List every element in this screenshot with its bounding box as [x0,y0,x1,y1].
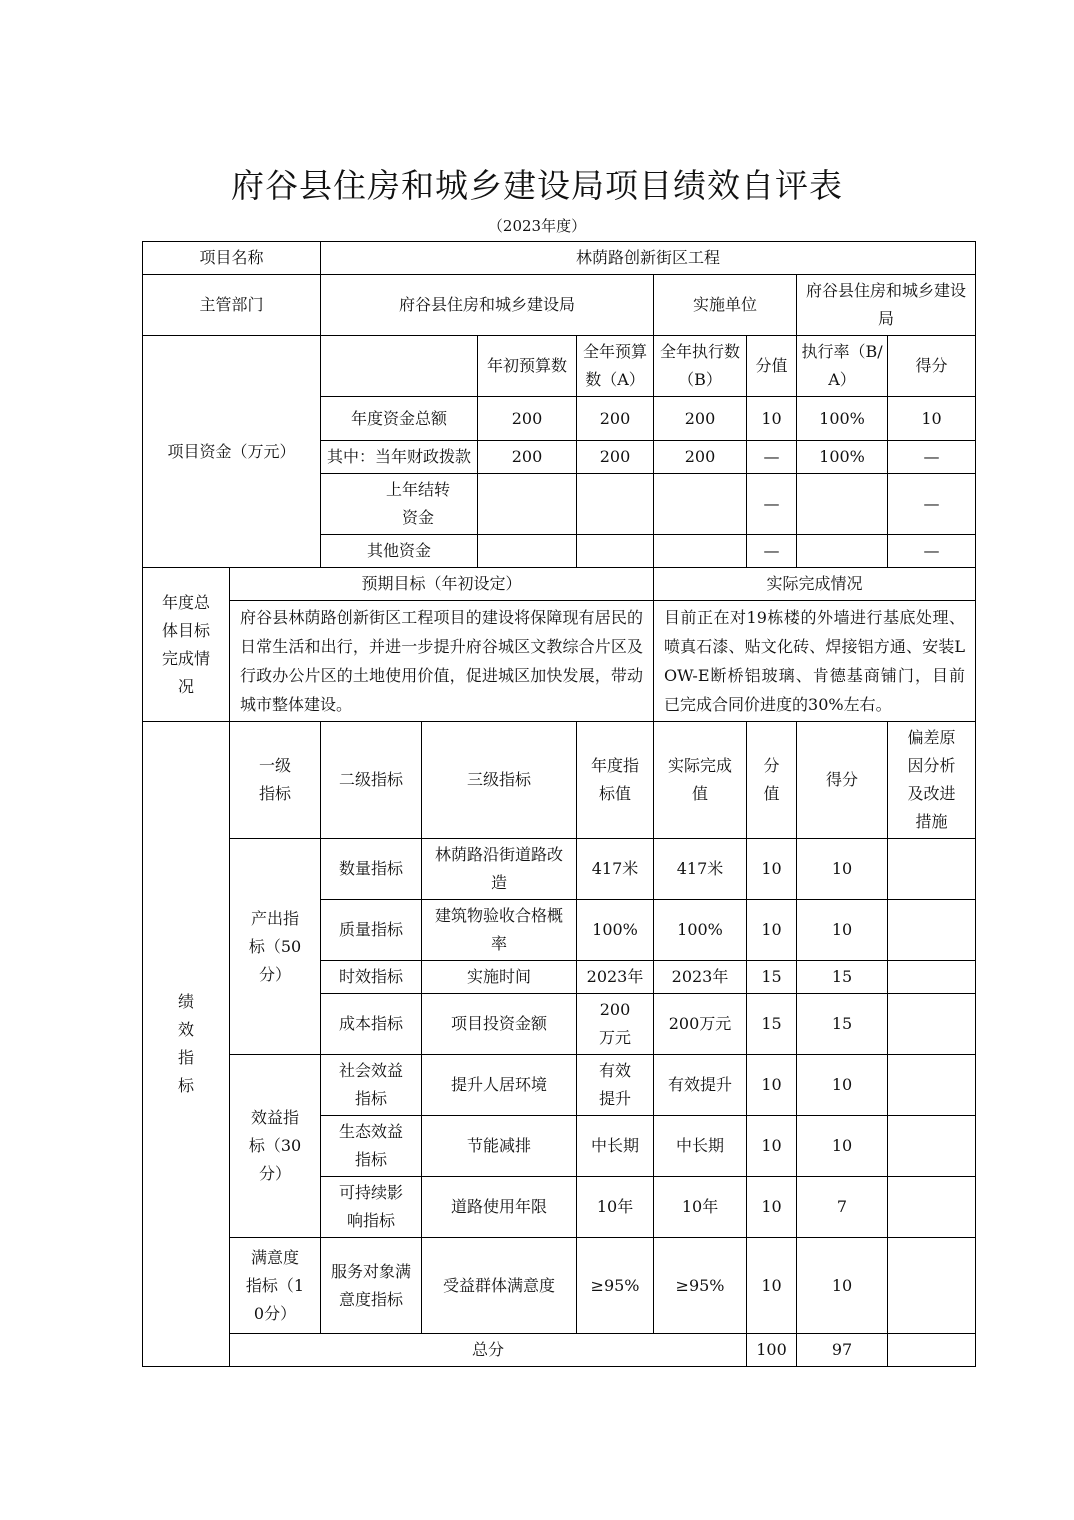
funds-cell [654,474,747,535]
perf-l3: 林荫路沿街道路改造 [422,839,577,900]
perf-note [888,1116,976,1177]
impl-label: 实施单位 [654,275,797,336]
perf-l2: 生态效益指标 [321,1116,422,1177]
perf-actual: 2023年 [654,961,747,994]
funds-cell [478,474,577,535]
funds-cell: 200 [577,397,654,441]
perf-l2: 数量指标 [321,839,422,900]
perf-target: 中长期 [577,1116,654,1177]
perf-got: 15 [797,994,888,1055]
perf-l3: 节能减排 [422,1116,577,1177]
perf-target: 有效提升 [577,1055,654,1116]
perf-note [888,900,976,961]
perf-target: 200万元 [577,994,654,1055]
perf-l2: 可持续影响指标 [321,1177,422,1238]
total-score: 100 [747,1334,797,1367]
perf-score: 10 [747,900,797,961]
page-title: 府谷县住房和城乡建设局项目绩效自评表 [231,166,843,205]
perf-target: ≥95% [577,1238,654,1334]
perf-got: 15 [797,961,888,994]
funds-cell: 10 [747,397,797,441]
evaluation-table [142,241,976,1367]
perf-got: 10 [797,1238,888,1334]
funds-header-executed: 全年执行数（B） [654,336,747,397]
funds-cell: — [888,535,976,568]
perf-score: 15 [747,994,797,1055]
funds-cell: 200 [654,441,747,474]
perf-header-actual: 实际完成值 [654,722,747,839]
funds-header-score: 分值 [747,336,797,397]
perf-l3: 受益群体满意度 [422,1238,577,1334]
perf-target: 2023年 [577,961,654,994]
funds-cell: 200 [478,441,577,474]
funds-cell [797,474,888,535]
impl-value: 府谷县住房和城乡建设局 [797,275,976,336]
perf-l3: 实施时间 [422,961,577,994]
perf-header-l3: 三级指标 [422,722,577,839]
funds-cell: 10 [888,397,976,441]
total-got: 97 [797,1334,888,1367]
perf-header-l1: 一级指标 [230,722,321,839]
funds-cell: 100% [797,397,888,441]
perf-actual: 10年 [654,1177,747,1238]
perf-score: 10 [747,1116,797,1177]
perf-note [888,1055,976,1116]
funds-header-got: 得分 [888,336,976,397]
perf-score: 10 [747,839,797,900]
perf-group-output: 产出指标（50分） [230,839,321,1055]
funds-header-annual: 全年预算数（A） [577,336,654,397]
funds-cell: — [888,441,976,474]
funds-cell: 100% [797,441,888,474]
perf-target: 10年 [577,1177,654,1238]
perf-actual: 200万元 [654,994,747,1055]
funds-cell [577,535,654,568]
perf-score: 10 [747,1238,797,1334]
goal-expected-text: 府谷县林荫路创新街区工程项目的建设将保障现有居民的日常生活和出行，并进一步提升府谷城区文教综合片区及行政办公片区的土地使用价值，促进城区加快发展，带动城市整体建设。 [230,601,654,722]
perf-group-benefit: 效益指标（30分） [230,1055,321,1238]
goal-actual-text: 目前正在对19栋楼的外墙进行基底处理、喷真石漆、贴文化砖、焊接铝方通、安装LOW-E断桥铝玻璃、肯德基商铺门，目前已完成合同价进度的30%左右。 [654,601,976,722]
perf-header-note: 偏差原因分析及改进措施 [888,722,976,839]
perf-score: 15 [747,961,797,994]
perf-header-target: 年度指标值 [577,722,654,839]
funds-row-label: 其中：当年财政拨款 [321,441,478,474]
funds-row-label: 上年结转资金 [321,474,478,535]
funds-cell [797,535,888,568]
perf-l2: 质量指标 [321,900,422,961]
project-name-label: 项目名称 [143,242,321,275]
perf-l3: 项目投资金额 [422,994,577,1055]
funds-cell: — [747,535,797,568]
perf-header-score: 分值 [747,722,797,839]
funds-label: 项目资金（万元） [143,336,321,568]
funds-header-blank [321,336,478,397]
perf-l3: 建筑物验收合格概率 [422,900,577,961]
perf-l2: 成本指标 [321,994,422,1055]
perf-l2: 社会效益指标 [321,1055,422,1116]
perf-note [888,1177,976,1238]
funds-row-label: 其他资金 [321,535,478,568]
perf-header-got: 得分 [797,722,888,839]
perf-group-satisfaction: 满意度指标（10分） [230,1238,321,1334]
perf-got: 10 [797,839,888,900]
dept-value: 府谷县住房和城乡建设局 [321,275,654,336]
perf-score: 10 [747,1177,797,1238]
funds-header-initial: 年初预算数 [478,336,577,397]
funds-cell [478,535,577,568]
funds-cell: 200 [577,441,654,474]
perf-note [888,839,976,900]
funds-cell: — [747,441,797,474]
perf-actual: 100% [654,900,747,961]
perf-target: 417米 [577,839,654,900]
perf-l3: 提升人居环境 [422,1055,577,1116]
funds-cell: 200 [654,397,747,441]
funds-cell: — [888,474,976,535]
total-note [888,1334,976,1367]
perf-l2: 时效指标 [321,961,422,994]
perf-actual: 417米 [654,839,747,900]
perf-note [888,1238,976,1334]
funds-cell: — [747,474,797,535]
perf-note [888,994,976,1055]
perf-target: 100% [577,900,654,961]
page-subtitle: （2023年度） [487,217,587,235]
goal-actual-header: 实际完成情况 [654,568,976,601]
funds-cell [654,535,747,568]
goal-expected-header: 预期目标（年初设定） [230,568,654,601]
perf-got: 10 [797,1116,888,1177]
dept-label: 主管部门 [143,275,321,336]
perf-actual: ≥95% [654,1238,747,1334]
perf-l3: 道路使用年限 [422,1177,577,1238]
total-label: 总分 [230,1334,747,1367]
funds-header-rate: 执行率（B/A） [797,336,888,397]
funds-cell: 200 [478,397,577,441]
perf-l2: 服务对象满意度指标 [321,1238,422,1334]
perf-note [888,961,976,994]
perf-got: 10 [797,900,888,961]
perf-got: 7 [797,1177,888,1238]
perf-actual: 有效提升 [654,1055,747,1116]
perf-got: 10 [797,1055,888,1116]
funds-cell [577,474,654,535]
perf-score: 10 [747,1055,797,1116]
perf-label: 绩效指标 [143,722,230,1367]
perf-actual: 中长期 [654,1116,747,1177]
goal-label: 年度总体目标完成情况 [143,568,230,722]
perf-header-l2: 二级指标 [321,722,422,839]
funds-row-label: 年度资金总额 [321,397,478,441]
project-name-value: 林荫路创新街区工程 [321,242,976,275]
